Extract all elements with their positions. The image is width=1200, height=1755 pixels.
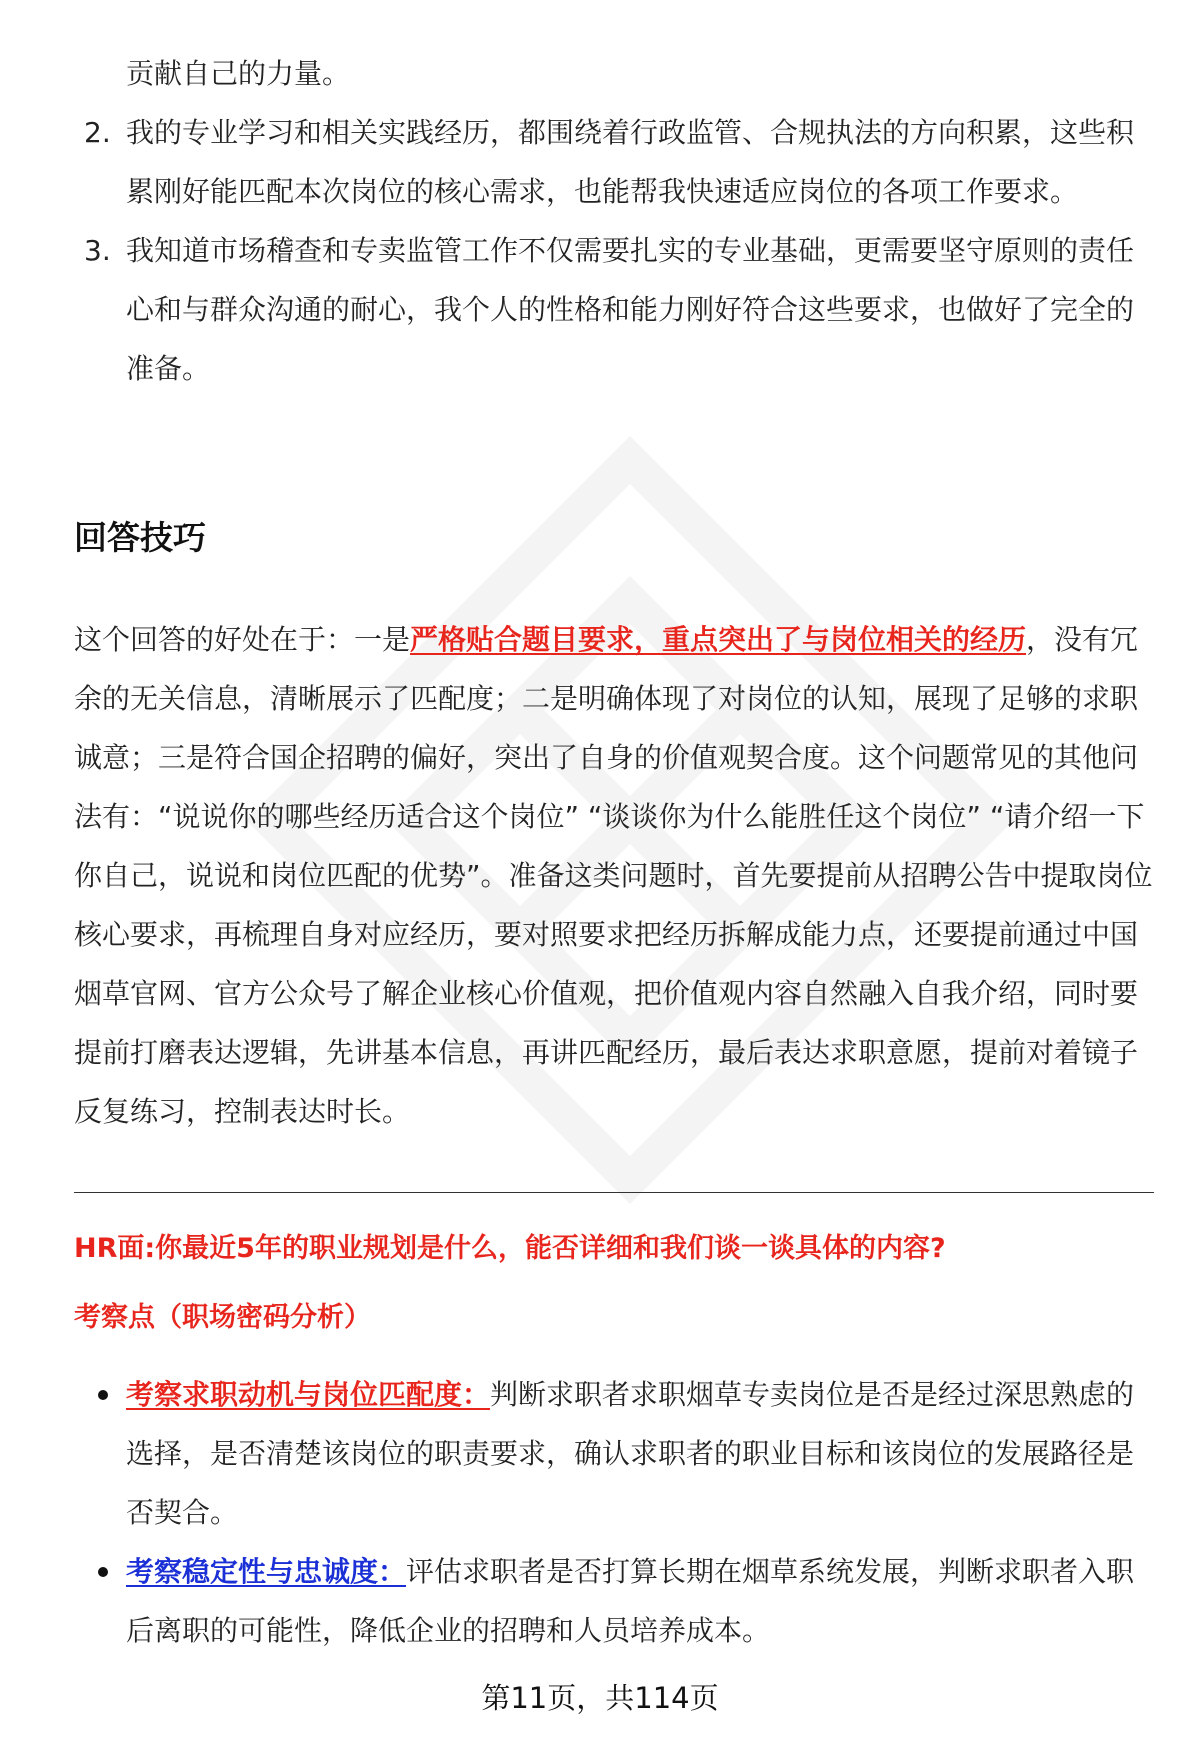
section-divider bbox=[74, 1192, 1154, 1193]
analysis-keyword: 考察稳定性与忠诚度： bbox=[126, 1555, 407, 1588]
analysis-point bbox=[74, 1365, 1154, 1542]
tips-highlight: 严格贴合题目要求，重点突出了与岗位相关的经历 bbox=[410, 623, 1027, 656]
list-item-number: 2. bbox=[84, 116, 111, 149]
tips-text-after: ，没有冗余的无关信息，清晰展示了匹配度；二是明确体现了对岗位的认知，展现了足够的求职诚意；三是符合国企招聘的偏好，突出了自身的价值观契合度。这个问题常见的其他问法有：“说说你的哪些经历适合这个岗位” “谈谈你为什么能胜任这个岗位” “请介绍一下你自己，说说和岗位匹配的优势”。准备这类问题时，首先要提前从招聘公告中提取岗位核心要求，再梳理自身对应经历，要对照要求把经历拆解成能力点，还要提前通过中国烟草官网、官方公众号了解企业核心价值观，把价值观内容自然融入自我介绍，同时要提前打磨表达逻辑，先讲基本信息，再讲匹配经历，最后表达求职意愿，提前对着镜子反复练习，控制表达时长。 bbox=[74, 623, 1153, 1128]
analysis-list bbox=[74, 1365, 1154, 1660]
list-item-number: 3. bbox=[84, 234, 111, 267]
bullet-icon bbox=[98, 1567, 108, 1577]
analysis-heading: 考察点（职场密码分析） bbox=[74, 1302, 371, 1333]
question-title: HR面:你最近5年的职业规划是什么，能否详细和我们谈一谈具体的内容? bbox=[74, 1233, 946, 1264]
tips-text-before: 这个回答的好处在于：一是 bbox=[74, 623, 411, 656]
ordered-list bbox=[74, 44, 1154, 398]
list-item bbox=[74, 103, 1154, 221]
analysis-text: 评估求职者是否打算长期在烟草系统发展，判断求职者入职后离职的可能性，降低企业的招聘和人员培养成本。 bbox=[126, 1555, 1135, 1647]
list-item bbox=[74, 221, 1154, 398]
page-footer: 第11页，共114页 bbox=[481, 1681, 719, 1715]
section-heading: 回答技巧 bbox=[74, 518, 206, 557]
list-item-continuation bbox=[74, 44, 1154, 103]
list-item-text: 我知道市场稽查和专卖监管工作不仅需要扎实的专业基础，更需要坚守原则的责任心和与群众沟通的耐心，我个人的性格和能力刚好符合这些要求，也做好了完全的准备。 bbox=[126, 234, 1135, 385]
bullet-icon bbox=[98, 1390, 108, 1400]
analysis-point bbox=[74, 1542, 1154, 1660]
tips-paragraph bbox=[74, 610, 1154, 1141]
list-item-text: 贡献自己的力量。 bbox=[126, 57, 351, 90]
analysis-keyword: 考察求职动机与岗位匹配度： bbox=[126, 1378, 491, 1411]
list-item-text: 我的专业学习和相关实践经历，都围绕着行政监管、合规执法的方向积累，这些积累刚好能匹配本次岗位的核心需求，也能帮我快速适应岗位的各项工作要求。 bbox=[126, 116, 1135, 208]
analysis-text: 判断求职者求职烟草专卖岗位是否是经过深思熟虑的选择，是否清楚该岗位的职责要求，确认求职者的职业目标和该岗位的发展路径是否契合。 bbox=[126, 1378, 1135, 1529]
